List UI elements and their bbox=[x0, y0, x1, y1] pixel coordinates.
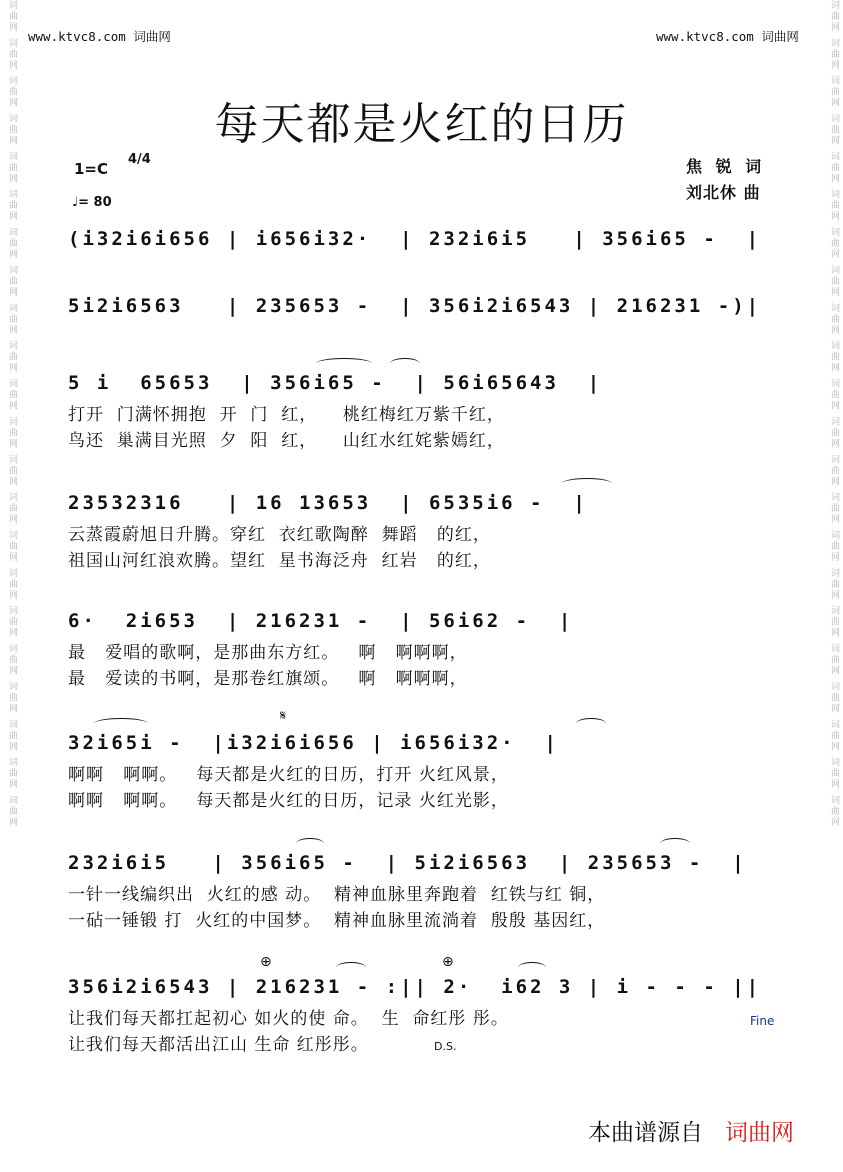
lyrics-line-7-verse-1: 一针一线编织出 火红的感 动。 精神血脉里奔跑着 红铁与红 铜， bbox=[68, 885, 606, 905]
notes-line-7: 232i6i5 | 356i65 - | 5i2i6563 | 235653 - | bbox=[68, 852, 747, 874]
dal-segno-marking: D.S. bbox=[434, 1040, 457, 1053]
slur bbox=[518, 962, 546, 973]
slur bbox=[296, 838, 324, 849]
notes-line-8: 356i2i6543 | 216231 - :|| 2· i62 3 | i - - - || bbox=[68, 976, 762, 998]
time-signature: 4/4 bbox=[128, 152, 151, 167]
slur bbox=[316, 358, 372, 369]
lyrics-line-4-verse-2: 祖国山河红浪欢腾。望红 星书海泛舟 红岩 的红， bbox=[68, 551, 491, 571]
lyrics-line-8-verse-1: 让我们每天都扛起初心 如火的使 命。 生 命红彤 彤。 bbox=[68, 1009, 509, 1029]
composer-credit: 刘北休 曲 bbox=[686, 183, 761, 202]
lyrics-line-4-verse-1: 云蒸霞蔚旭日升腾。穿红 衣红歌陶醉 舞蹈 的红， bbox=[68, 525, 491, 545]
left-watermark-strip: 词曲网 词曲网 词曲网 词曲网 词曲网 词曲网 词曲网 词曲网 词曲网 词曲网 词曲网 词曲网 词曲网 词曲网 词曲网 词曲网 词曲网 词曲网 词曲网 词曲网 词曲网 词曲网 bbox=[7, 0, 17, 829]
notes-line-3: 5 i 65653 | 356i65 - | 56i65643 | bbox=[68, 372, 603, 394]
key-signature: 1=C bbox=[74, 160, 109, 178]
fine-marking: Fine bbox=[750, 1014, 775, 1028]
lyrics-line-6-verse-2: 啊啊 啊啊。 每天都是火红的日历，记录 火红光影， bbox=[68, 791, 509, 811]
slur bbox=[336, 962, 366, 973]
lyrics-line-6-verse-1: 啊啊 啊啊。 每天都是火红的日历，打开 火红风景， bbox=[68, 765, 509, 785]
slur bbox=[562, 478, 612, 489]
footer-source bbox=[588, 1114, 794, 1147]
lyrics-line-5-verse-2: 最 爱读的书啊，是那卷红旗颂。 啊 啊啊啊， bbox=[68, 669, 468, 689]
lyrics-line-3-verse-1: 打开 门满怀拥抱 开 门 红， 桃红梅红万紫千红， bbox=[68, 405, 505, 425]
coda-sign-2: ⊕ bbox=[442, 954, 454, 970]
lyrics-line-3-verse-2: 鸟还 巢满目光照 夕 阳 红， 山红水红姹紫嫣红， bbox=[68, 431, 505, 451]
slur bbox=[390, 358, 420, 369]
lyrics-line-7-verse-2: 一砧一锤锻 打 火红的中国梦。 精神血脉里流淌着 殷殷 基因红， bbox=[68, 911, 606, 931]
watermark-url-left: www.ktvc8.com 词曲网 bbox=[28, 29, 171, 44]
watermark-url-right: www.ktvc8.com 词曲网 bbox=[656, 29, 799, 44]
notes-line-2: 5i2i6563 | 235653 - | 356i2i6543 | 216231 -)| bbox=[68, 295, 762, 317]
notes-line-4: 23532316 | 16 13653 | 6535i6 - | bbox=[68, 492, 588, 514]
notes-line-1: (i32i6i656 | i656i32· | 232i6i5 | 356i65 - | bbox=[68, 228, 762, 250]
lyrics-line-5-verse-1: 最 爱唱的歌啊，是那曲东方红。 啊 啊啊啊， bbox=[68, 643, 468, 663]
right-watermark-strip: 词曲网 词曲网 词曲网 词曲网 词曲网 词曲网 词曲网 词曲网 词曲网 词曲网 词曲网 词曲网 词曲网 词曲网 词曲网 词曲网 词曲网 词曲网 词曲网 词曲网 词曲网 词曲网 bbox=[829, 0, 839, 829]
song-title: 每天都是火红的日历 bbox=[214, 99, 629, 150]
coda-sign: ⊕ bbox=[260, 954, 272, 970]
footer-brand-link[interactable]: 词曲网 bbox=[725, 1120, 794, 1146]
slur bbox=[94, 718, 148, 729]
footer-source-label: 本曲谱源自 bbox=[588, 1120, 703, 1146]
lyricist-credit: 焦 锐 词 bbox=[686, 157, 766, 176]
lyrics-line-8-verse-2: 让我们每天都活出江山 生命 红彤彤。 bbox=[68, 1035, 369, 1055]
slur bbox=[660, 838, 690, 849]
tempo-marking: ♩= 80 bbox=[72, 195, 112, 210]
notes-line-5: 6· 2i653 | 216231 - | 56i62 - | bbox=[68, 610, 574, 632]
segno-sign: 𝄋 bbox=[280, 708, 287, 724]
slur bbox=[576, 718, 606, 729]
notes-line-6: 32i65i - |i32i6i656 | i656i32· | bbox=[68, 732, 559, 754]
